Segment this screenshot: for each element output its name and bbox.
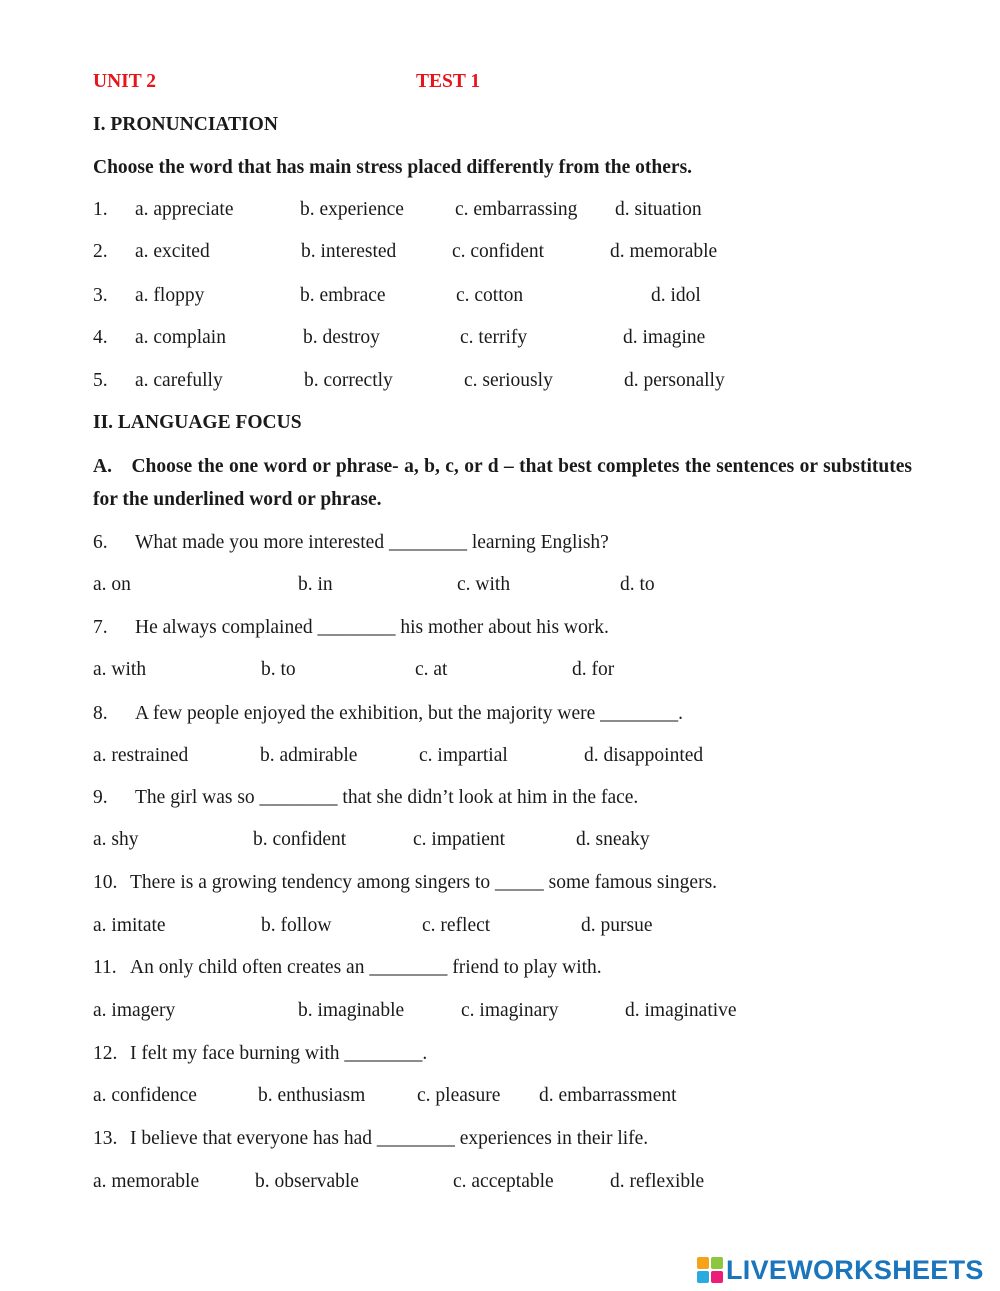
option-d[interactable]: d. memorable bbox=[610, 241, 718, 262]
question-number: 1. bbox=[93, 199, 108, 220]
option-b[interactable]: b. enthusiasm bbox=[258, 1085, 366, 1106]
option-a[interactable]: a. complain bbox=[135, 327, 226, 348]
question-text: I believe that everyone has had ________ experiences in their life. bbox=[130, 1128, 649, 1149]
logo-text: LIVEWORKSHEETS bbox=[726, 1254, 984, 1285]
option-c[interactable]: c. pleasure bbox=[417, 1085, 501, 1106]
option-a[interactable]: a. floppy bbox=[135, 285, 205, 306]
option-b[interactable]: b. admirable bbox=[260, 745, 358, 766]
option-d[interactable]: d. personally bbox=[624, 370, 725, 391]
question-number: 11. bbox=[93, 957, 117, 978]
logo-block-icon bbox=[711, 1257, 723, 1269]
option-d[interactable]: d. disappointed bbox=[584, 745, 704, 766]
option-b[interactable]: b. embrace bbox=[300, 285, 386, 306]
question-number: 6. bbox=[93, 532, 108, 553]
option-c[interactable]: c. cotton bbox=[456, 285, 524, 306]
question-text: What made you more interested ________ learning English? bbox=[135, 532, 609, 553]
option-d[interactable]: d. situation bbox=[615, 199, 702, 220]
option-b[interactable]: b. confident bbox=[253, 829, 347, 850]
test-label: TEST 1 bbox=[416, 71, 481, 92]
option-c[interactable]: c. confident bbox=[452, 241, 545, 262]
question-number: 9. bbox=[93, 787, 108, 808]
language-focus-instruction: A. Choose the one word or phrase- a, b, c, or d – that best completes the sentences or substitutes for the underlined word or phrase. bbox=[93, 456, 912, 510]
option-d[interactable]: d. to bbox=[620, 574, 655, 595]
section-heading-language-focus: II. LANGUAGE FOCUS bbox=[93, 412, 302, 433]
question-number: 8. bbox=[93, 703, 108, 724]
option-a[interactable]: a. carefully bbox=[135, 370, 223, 391]
option-b[interactable]: b. to bbox=[261, 659, 296, 680]
question-number: 13. bbox=[93, 1128, 118, 1149]
option-c[interactable]: c. at bbox=[415, 659, 448, 680]
option-a[interactable]: a. imitate bbox=[93, 915, 166, 936]
question-text: A few people enjoyed the exhibition, but the majority were ________. bbox=[135, 703, 684, 724]
unit-label: UNIT 2 bbox=[93, 71, 157, 92]
question-number: 3. bbox=[93, 285, 108, 306]
option-c[interactable]: c. terrify bbox=[460, 327, 528, 348]
option-b[interactable]: b. imaginable bbox=[298, 1000, 405, 1021]
logo-block-icon bbox=[697, 1271, 709, 1283]
option-b[interactable]: b. interested bbox=[301, 241, 397, 262]
option-a[interactable]: a. with bbox=[93, 659, 147, 680]
question-number: 10. bbox=[93, 872, 118, 893]
option-d[interactable]: d. imagine bbox=[623, 327, 706, 348]
option-d[interactable]: d. idol bbox=[651, 285, 701, 306]
section-heading-pronunciation: I. PRONUNCIATION bbox=[93, 114, 278, 135]
option-d[interactable]: d. sneaky bbox=[576, 829, 650, 850]
option-a[interactable]: a. appreciate bbox=[135, 199, 234, 220]
option-c[interactable]: c. imaginary bbox=[461, 1000, 559, 1021]
question-text: The girl was so ________ that she didn’t look at him in the face. bbox=[135, 787, 639, 808]
question-number: 4. bbox=[93, 327, 108, 348]
logo-block-icon bbox=[711, 1271, 723, 1283]
option-c[interactable]: c. impartial bbox=[419, 745, 508, 766]
question-number: 7. bbox=[93, 617, 108, 638]
question-text: An only child often creates an ________ friend to play with. bbox=[130, 957, 602, 978]
question-text: There is a growing tendency among singers to _____ some famous singers. bbox=[130, 872, 718, 893]
option-d[interactable]: d. embarrassment bbox=[539, 1085, 677, 1106]
option-b[interactable]: b. follow bbox=[261, 915, 332, 936]
option-a[interactable]: a. restrained bbox=[93, 745, 189, 766]
option-b[interactable]: b. destroy bbox=[303, 327, 380, 348]
liveworksheets-logo[interactable] bbox=[697, 1255, 984, 1285]
option-b[interactable]: b. correctly bbox=[304, 370, 393, 391]
option-a[interactable]: a. imagery bbox=[93, 1000, 176, 1021]
option-a[interactable]: a. excited bbox=[135, 241, 210, 262]
option-c[interactable]: c. with bbox=[457, 574, 511, 595]
question-text: He always complained ________ his mother about his work. bbox=[135, 617, 609, 638]
option-c[interactable]: c. impatient bbox=[413, 829, 506, 850]
option-d[interactable]: d. pursue bbox=[581, 915, 653, 936]
question-text: I felt my face burning with ________. bbox=[130, 1043, 428, 1064]
question-number: 12. bbox=[93, 1043, 118, 1064]
option-d[interactable]: d. reflexible bbox=[610, 1171, 705, 1192]
option-b[interactable]: b. in bbox=[298, 574, 333, 595]
pronunciation-instruction: Choose the word that has main stress placed differently from the others. bbox=[93, 157, 693, 178]
option-c[interactable]: c. seriously bbox=[464, 370, 553, 391]
question-number: 2. bbox=[93, 241, 108, 262]
option-a[interactable]: a. confidence bbox=[93, 1085, 197, 1106]
option-b[interactable]: b. experience bbox=[300, 199, 404, 220]
option-b[interactable]: b. observable bbox=[255, 1171, 359, 1192]
option-d[interactable]: d. for bbox=[572, 659, 615, 680]
option-c[interactable]: c. reflect bbox=[422, 915, 491, 936]
question-number: 5. bbox=[93, 370, 108, 391]
option-d[interactable]: d. imaginative bbox=[625, 1000, 737, 1021]
logo-block-icon bbox=[697, 1257, 709, 1269]
logo-blocks-icon bbox=[697, 1257, 723, 1283]
option-a[interactable]: a. on bbox=[93, 574, 131, 595]
option-a[interactable]: a. memorable bbox=[93, 1171, 200, 1192]
option-a[interactable]: a. shy bbox=[93, 829, 139, 850]
option-c[interactable]: c. acceptable bbox=[453, 1171, 554, 1192]
option-c[interactable]: c. embarrassing bbox=[455, 199, 578, 220]
